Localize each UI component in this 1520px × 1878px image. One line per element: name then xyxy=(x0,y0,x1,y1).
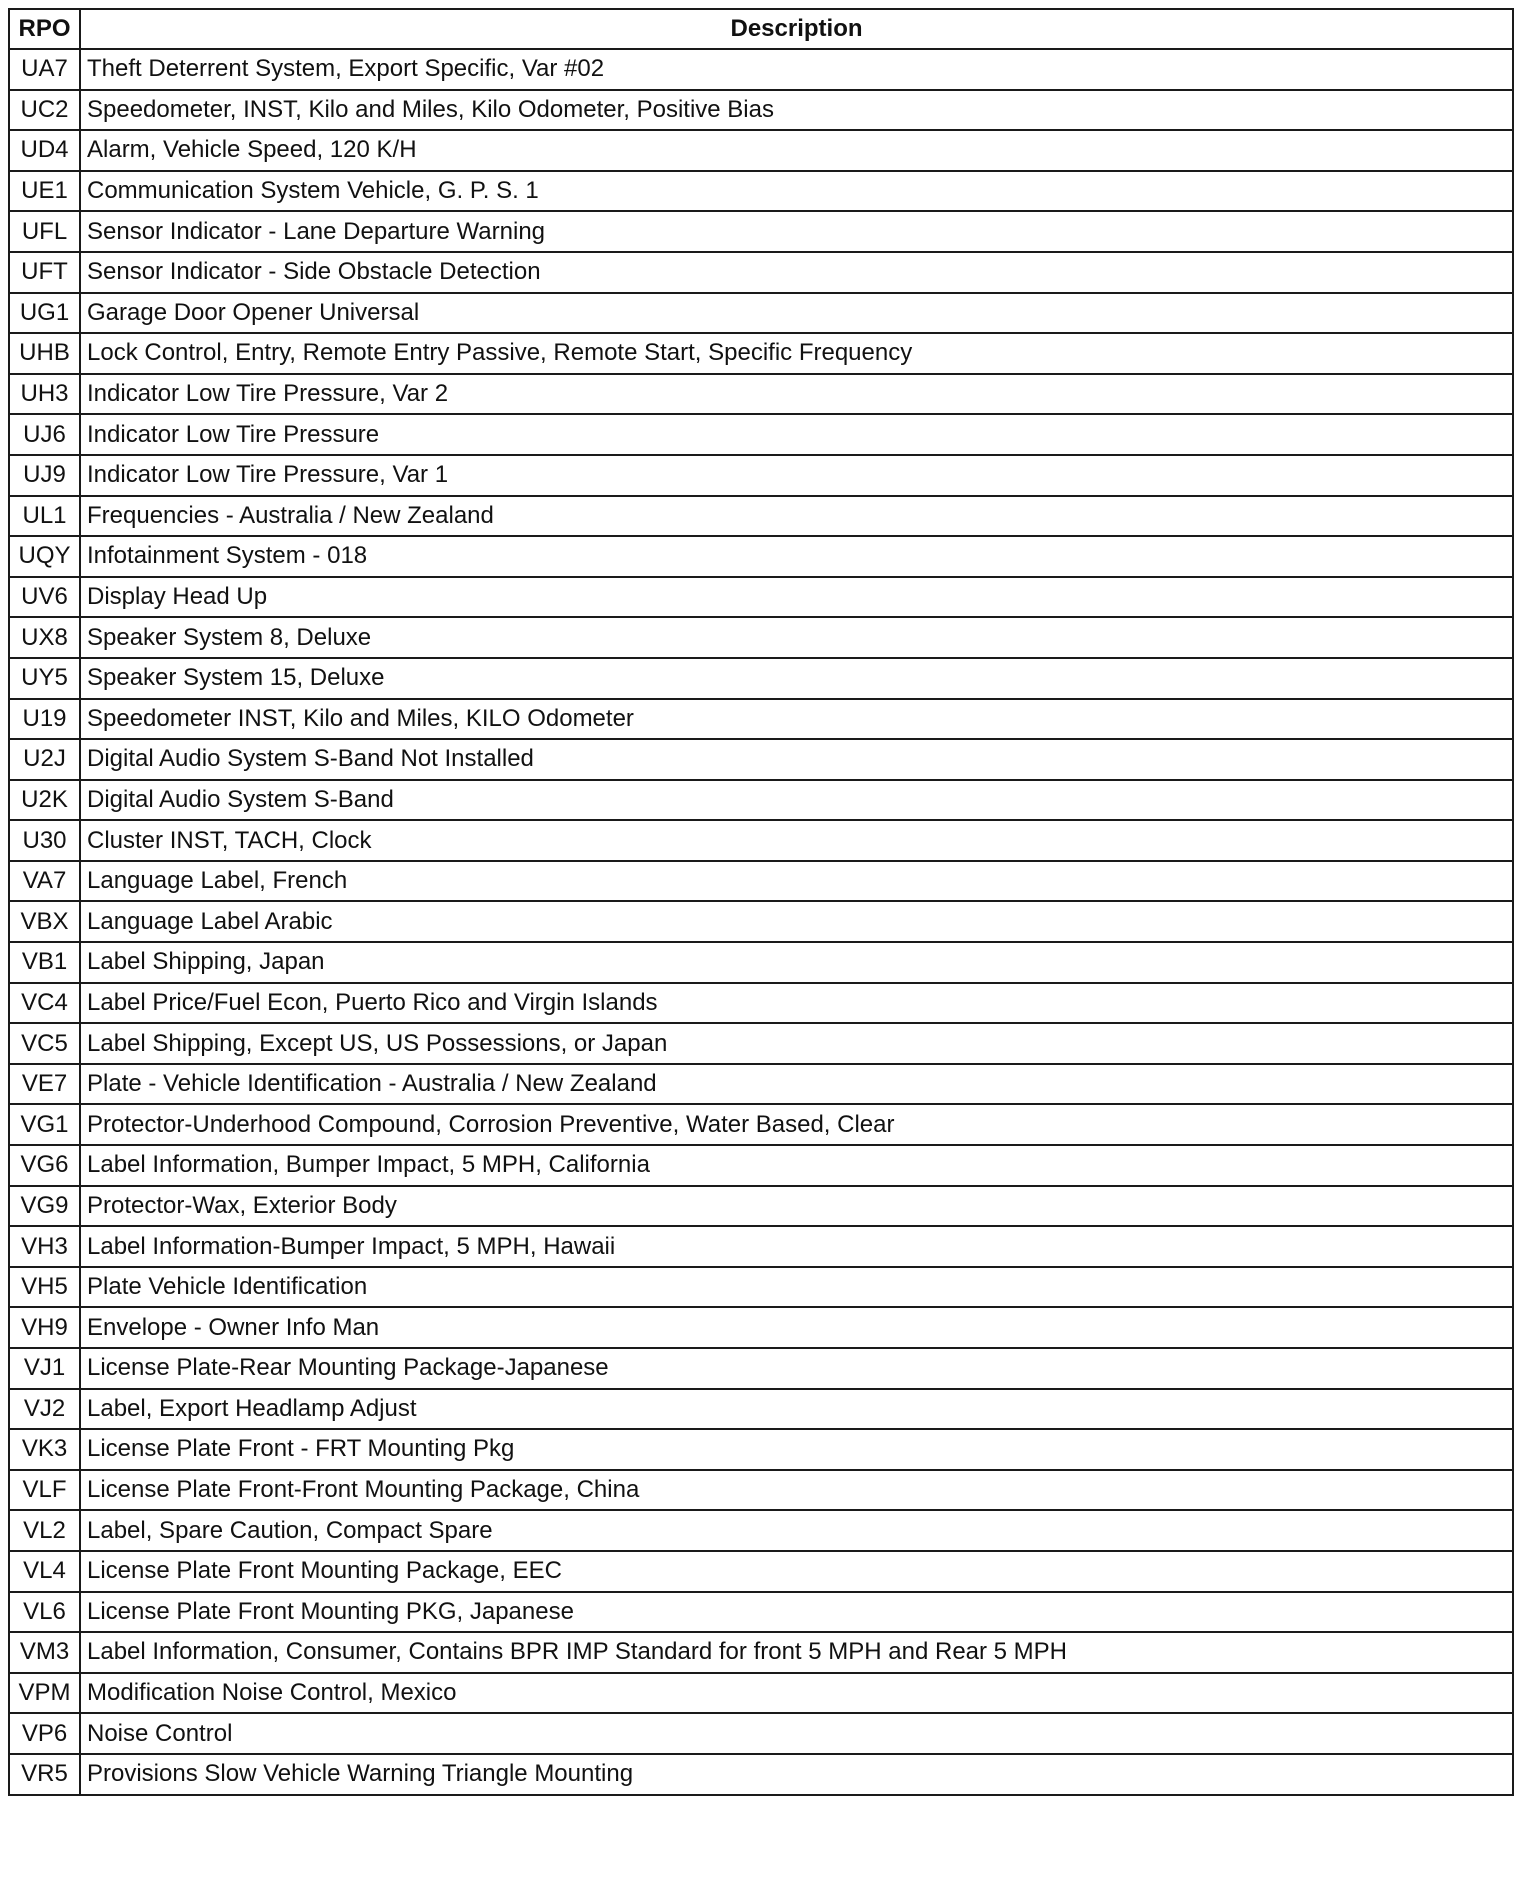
table-row xyxy=(9,496,1513,537)
rpo-code: VA7 xyxy=(9,861,80,902)
rpo-description: Label Information-Bumper Impact, 5 MPH, Hawaii xyxy=(80,1226,1513,1267)
rpo-description: Plate Vehicle Identification xyxy=(80,1267,1513,1308)
table-row xyxy=(9,1267,1513,1308)
table-row xyxy=(9,374,1513,415)
table-row xyxy=(9,1226,1513,1267)
table-row xyxy=(9,820,1513,861)
table-row xyxy=(9,1348,1513,1389)
rpo-code: VG9 xyxy=(9,1186,80,1227)
rpo-description: Digital Audio System S-Band Not Installed xyxy=(80,739,1513,780)
table-row xyxy=(9,252,1513,293)
rpo-table xyxy=(8,8,1514,1796)
rpo-description: License Plate Front-Front Mounting Package, China xyxy=(80,1470,1513,1511)
rpo-code: VB1 xyxy=(9,942,80,983)
rpo-description: Protector-Underhood Compound, Corrosion Preventive, Water Based, Clear xyxy=(80,1104,1513,1145)
table-row xyxy=(9,1510,1513,1551)
table-row xyxy=(9,1023,1513,1064)
table-row xyxy=(9,455,1513,496)
table-row xyxy=(9,1754,1513,1795)
rpo-description: Communication System Vehicle, G. P. S. 1 xyxy=(80,171,1513,212)
rpo-code: UFL xyxy=(9,211,80,252)
table-row xyxy=(9,536,1513,577)
rpo-code: U2J xyxy=(9,739,80,780)
rpo-code: VM3 xyxy=(9,1632,80,1673)
table-row xyxy=(9,739,1513,780)
table-row xyxy=(9,617,1513,658)
rpo-description: Envelope - Owner Info Man xyxy=(80,1307,1513,1348)
rpo-code: UD4 xyxy=(9,130,80,171)
rpo-description: Frequencies - Australia / New Zealand xyxy=(80,496,1513,537)
table-row xyxy=(9,780,1513,821)
table-row xyxy=(9,942,1513,983)
rpo-description: Protector-Wax, Exterior Body xyxy=(80,1186,1513,1227)
rpo-code: VG6 xyxy=(9,1145,80,1186)
rpo-description: Garage Door Opener Universal xyxy=(80,293,1513,334)
rpo-description: Indicator Low Tire Pressure, Var 1 xyxy=(80,455,1513,496)
rpo-code: VJ2 xyxy=(9,1389,80,1430)
rpo-description: Sensor Indicator - Side Obstacle Detection xyxy=(80,252,1513,293)
table-row xyxy=(9,861,1513,902)
rpo-code: UJ6 xyxy=(9,414,80,455)
table-row xyxy=(9,1713,1513,1754)
rpo-description: Speaker System 15, Deluxe xyxy=(80,658,1513,699)
rpo-code: UV6 xyxy=(9,577,80,618)
rpo-description: License Plate Front Mounting Package, EEC xyxy=(80,1551,1513,1592)
rpo-code: UJ9 xyxy=(9,455,80,496)
table-row xyxy=(9,1551,1513,1592)
rpo-code: UHB xyxy=(9,333,80,374)
table-row xyxy=(9,333,1513,374)
rpo-code: VLF xyxy=(9,1470,80,1511)
rpo-description: Label Shipping, Japan xyxy=(80,942,1513,983)
rpo-code: UE1 xyxy=(9,171,80,212)
rpo-code: VR5 xyxy=(9,1754,80,1795)
table-row xyxy=(9,130,1513,171)
rpo-code: U30 xyxy=(9,820,80,861)
table-row xyxy=(9,1470,1513,1511)
rpo-code: VH3 xyxy=(9,1226,80,1267)
rpo-code: VH5 xyxy=(9,1267,80,1308)
rpo-description: Speaker System 8, Deluxe xyxy=(80,617,1513,658)
table-header-row xyxy=(9,9,1513,49)
table-row xyxy=(9,90,1513,131)
rpo-description: Noise Control xyxy=(80,1713,1513,1754)
table-body xyxy=(9,49,1513,1795)
rpo-description: Label Price/Fuel Econ, Puerto Rico and Virgin Islands xyxy=(80,983,1513,1024)
rpo-description: Theft Deterrent System, Export Specific, Var #02 xyxy=(80,49,1513,90)
rpo-table-container xyxy=(8,8,1512,1796)
rpo-description: Label Information, Bumper Impact, 5 MPH, California xyxy=(80,1145,1513,1186)
rpo-code: UL1 xyxy=(9,496,80,537)
rpo-code: VP6 xyxy=(9,1713,80,1754)
rpo-code: UA7 xyxy=(9,49,80,90)
rpo-code: VH9 xyxy=(9,1307,80,1348)
rpo-description: License Plate Front Mounting PKG, Japanese xyxy=(80,1592,1513,1633)
table-row xyxy=(9,577,1513,618)
header-rpo: RPO xyxy=(9,9,80,49)
rpo-description: Display Head Up xyxy=(80,577,1513,618)
rpo-code: VJ1 xyxy=(9,1348,80,1389)
table-row xyxy=(9,1429,1513,1470)
rpo-description: Provisions Slow Vehicle Warning Triangle Mounting xyxy=(80,1754,1513,1795)
table-row xyxy=(9,1064,1513,1105)
rpo-description: Indicator Low Tire Pressure, Var 2 xyxy=(80,374,1513,415)
table-row xyxy=(9,171,1513,212)
rpo-code: VE7 xyxy=(9,1064,80,1105)
rpo-code: U2K xyxy=(9,780,80,821)
table-row xyxy=(9,1186,1513,1227)
table-row xyxy=(9,658,1513,699)
rpo-description: Indicator Low Tire Pressure xyxy=(80,414,1513,455)
rpo-code: UC2 xyxy=(9,90,80,131)
rpo-code: UFT xyxy=(9,252,80,293)
table-row xyxy=(9,1389,1513,1430)
rpo-description: Sensor Indicator - Lane Departure Warning xyxy=(80,211,1513,252)
table-row xyxy=(9,1592,1513,1633)
rpo-code: UX8 xyxy=(9,617,80,658)
rpo-description: Infotainment System - 018 xyxy=(80,536,1513,577)
table-row xyxy=(9,901,1513,942)
rpo-code: UG1 xyxy=(9,293,80,334)
rpo-code: VC4 xyxy=(9,983,80,1024)
rpo-code: VL2 xyxy=(9,1510,80,1551)
table-row xyxy=(9,1673,1513,1714)
rpo-description: Digital Audio System S-Band xyxy=(80,780,1513,821)
rpo-code: VL6 xyxy=(9,1592,80,1633)
table-row xyxy=(9,414,1513,455)
table-row xyxy=(9,1632,1513,1673)
rpo-code: UY5 xyxy=(9,658,80,699)
table-row xyxy=(9,1145,1513,1186)
header-description: Description xyxy=(80,9,1513,49)
rpo-code: UH3 xyxy=(9,374,80,415)
table-row xyxy=(9,211,1513,252)
rpo-description: Alarm, Vehicle Speed, 120 K/H xyxy=(80,130,1513,171)
rpo-code: VC5 xyxy=(9,1023,80,1064)
rpo-description: Speedometer, INST, Kilo and Miles, Kilo Odometer, Positive Bias xyxy=(80,90,1513,131)
table-row xyxy=(9,49,1513,90)
rpo-description: Speedometer INST, Kilo and Miles, KILO Odometer xyxy=(80,699,1513,740)
rpo-description: Language Label Arabic xyxy=(80,901,1513,942)
rpo-description: Cluster INST, TACH, Clock xyxy=(80,820,1513,861)
table-row xyxy=(9,1307,1513,1348)
rpo-description: Lock Control, Entry, Remote Entry Passive, Remote Start, Specific Frequency xyxy=(80,333,1513,374)
rpo-description: Label, Spare Caution, Compact Spare xyxy=(80,1510,1513,1551)
rpo-description: Language Label, French xyxy=(80,861,1513,902)
table-row xyxy=(9,293,1513,334)
table-row xyxy=(9,983,1513,1024)
rpo-code: VBX xyxy=(9,901,80,942)
rpo-code: UQY xyxy=(9,536,80,577)
rpo-description: License Plate Front - FRT Mounting Pkg xyxy=(80,1429,1513,1470)
rpo-description: Label Information, Consumer, Contains BPR IMP Standard for front 5 MPH and Rear 5 MPH xyxy=(80,1632,1513,1673)
rpo-code: VL4 xyxy=(9,1551,80,1592)
rpo-code: VG1 xyxy=(9,1104,80,1145)
rpo-description: Label, Export Headlamp Adjust xyxy=(80,1389,1513,1430)
rpo-code: VPM xyxy=(9,1673,80,1714)
rpo-code: VK3 xyxy=(9,1429,80,1470)
rpo-description: Label Shipping, Except US, US Possessions, or Japan xyxy=(80,1023,1513,1064)
rpo-description: Modification Noise Control, Mexico xyxy=(80,1673,1513,1714)
table-row xyxy=(9,1104,1513,1145)
rpo-description: Plate - Vehicle Identification - Australia / New Zealand xyxy=(80,1064,1513,1105)
rpo-code: U19 xyxy=(9,699,80,740)
table-row xyxy=(9,699,1513,740)
rpo-description: License Plate-Rear Mounting Package-Japanese xyxy=(80,1348,1513,1389)
